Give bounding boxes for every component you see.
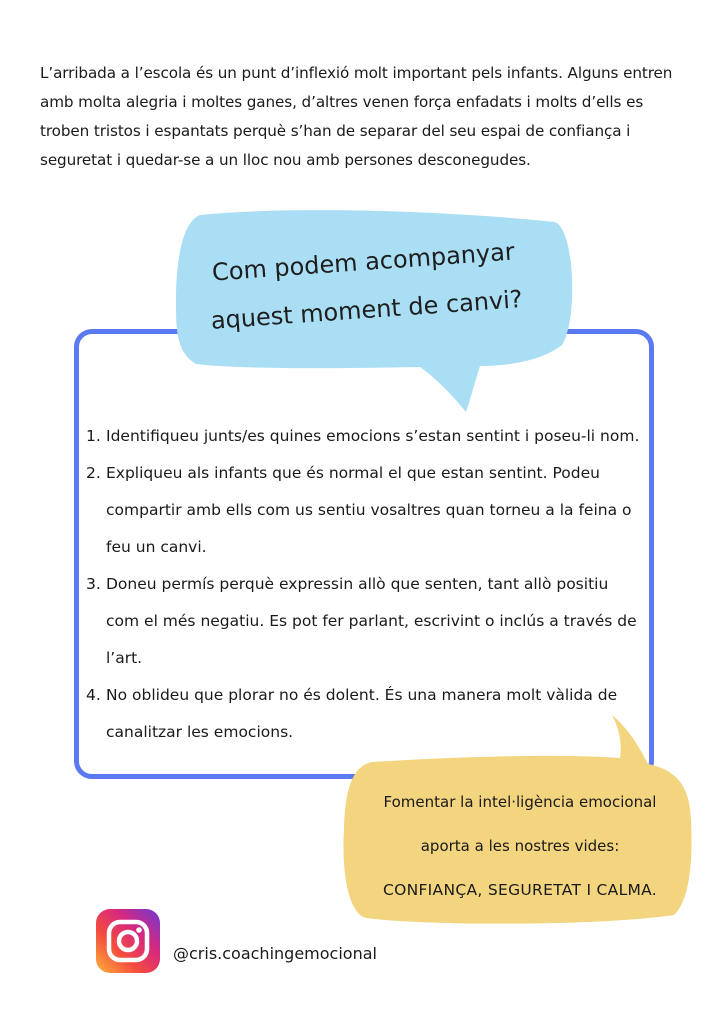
tip-text: Expliqueu als infants que és normal el que estan sentint. Podeu compartir amb ells com us sentiu vosaltres quan torneu a la feina o feu un canvi. (106, 464, 632, 556)
tip-number: 4. (86, 686, 101, 704)
tip-item (86, 566, 641, 677)
tip-item (86, 455, 641, 566)
note-line-2: aporta a les nostres vides: (420, 837, 620, 855)
question-line-1: Com podem acompanyar (211, 237, 516, 287)
note-line-1: Fomentar la intel·ligència emocional (383, 793, 657, 811)
tips-list (86, 418, 641, 751)
note-text (360, 780, 680, 912)
question-line-2: aquest moment de canvi? (209, 285, 524, 335)
tip-number: 1. (86, 427, 101, 445)
tip-text: Doneu permís perquè expressin allò que senten, tant allò positiu com el més negatiu. Es pot fer parlant, escrivint o inclús a través de l’art. (106, 575, 637, 667)
note-line-3: CONFIANÇA, SEGURETAT I CALMA. (382, 881, 658, 899)
tip-item (86, 418, 641, 455)
tip-item (86, 677, 641, 751)
tip-text: Identifiqueu junts/es quines emocions s’estan sentint i poseu-li nom. (106, 427, 640, 445)
instagram-icon[interactable] (96, 909, 160, 973)
tip-number: 3. (86, 575, 101, 593)
tip-text: No oblideu que plorar no és dolent. És una manera molt vàlida de canalitzar les emocions. (106, 686, 618, 741)
intro-paragraph: L’arribada a l’escola és un punt d’inflexió molt important pels infants. Alguns entren amb molta alegria i moltes ganes, d’altres venen força enfadats i molts d’ells es troben tristos i espantats perquè s’han de separar del seu espai de confiança i seguretat i quedar-se a un lloc nou amb persones desconegudes. (40, 64, 673, 170)
instagram-handle[interactable]: @cris.coachingemocional (173, 944, 377, 963)
tip-number: 2. (86, 464, 101, 482)
